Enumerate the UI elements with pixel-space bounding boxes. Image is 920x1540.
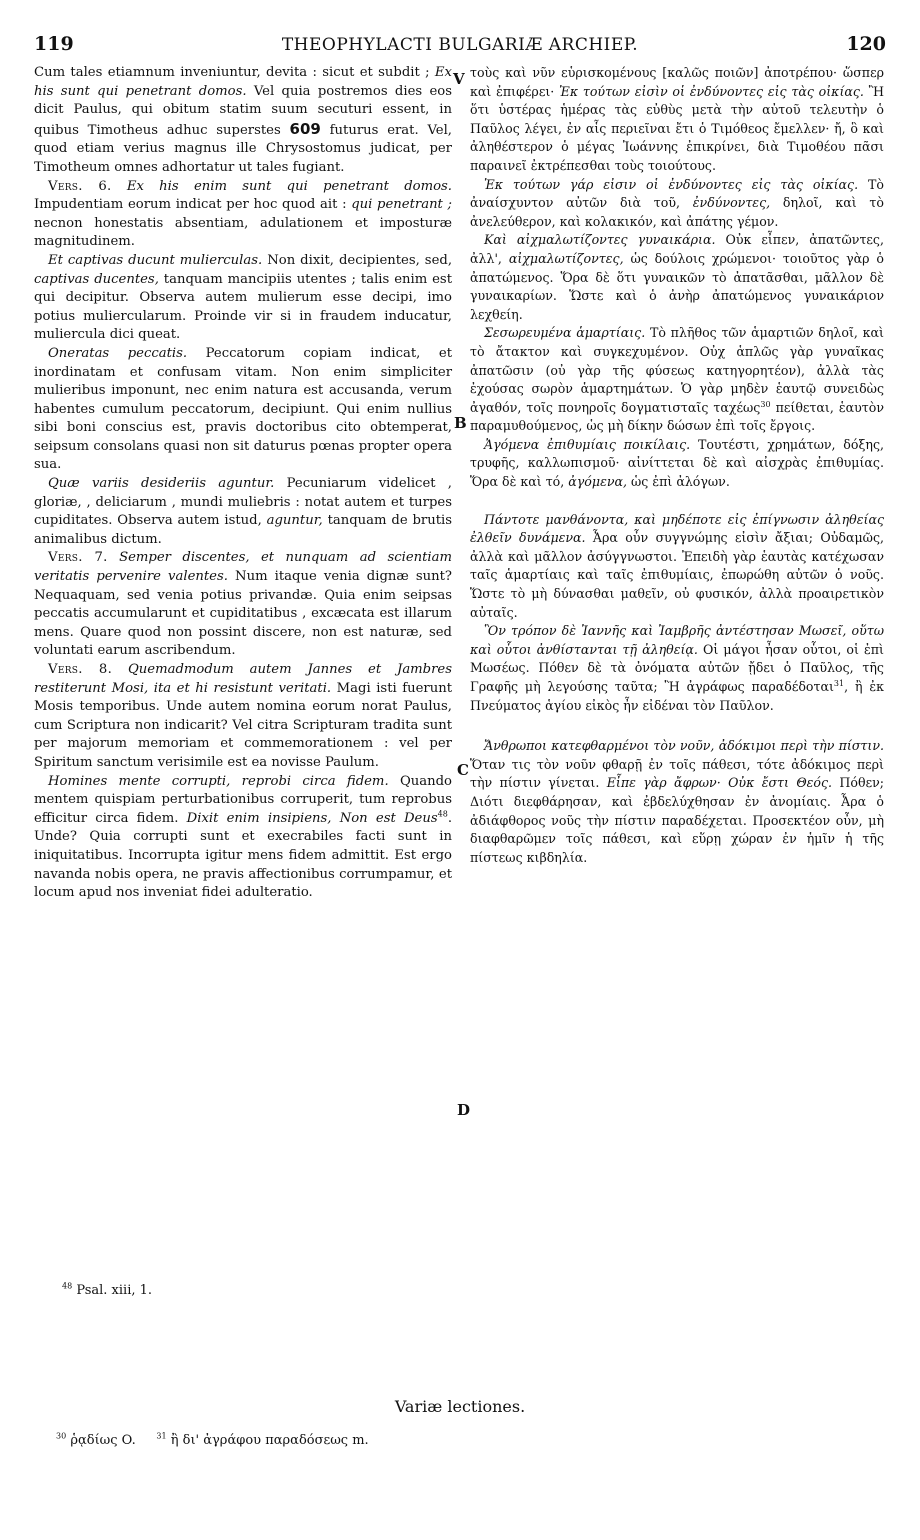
running-title: THEOPHYLACTI BULGARIÆ ARCHIEP.: [281, 35, 639, 55]
variant-ref-31: 31: [833, 678, 845, 688]
running-header: [34, 33, 886, 57]
footnote-number: 48: [62, 1281, 73, 1291]
greek-paragraph-5: Ἀγόμενα ἐπιθυμίαις ποικίλαις. Τουτέστι, χρημάτων, δόξης, τρυφῆς, καλλωπισμοῦ· αἰνίττεται δὲ καὶ αἰσχρὰς ἐπιθυμίας. Ὅρα δὲ καὶ τό, ἀγόμενα, ὡς ἐπὶ ἀλόγων.: [470, 436, 884, 490]
margin-letter-c: C: [457, 761, 469, 779]
inline-page-marker: 609: [289, 119, 321, 138]
latin-column: [34, 64, 452, 903]
spacer: [470, 492, 884, 511]
variant-text-31: ἢ δι' ἀγράφου παραδόσεως m.: [166, 1433, 369, 1448]
variae-lectiones-heading: Variæ lectiones.: [394, 1397, 526, 1416]
greek-paragraph-3: Καὶ αἰχμαλωτίζοντες γυναικάρια. Οὐκ εἶπεν, ἀπατῶντες, ἀλλ', αἰχμαλωτίζοντες, ὡς δούλοις χρώμενοι· τοιοῦτος γὰρ ὁ ἀπατώμενος. Ὅρα δὲ ὅτι γυναικῶν τὸ ἀπατᾶσθαι, μᾶλλον δὲ γυναικαρίων. Ὥστε καὶ ὁ ἀνὴρ ἀπατώμενος γυναικάριον λεχθείη.: [470, 232, 885, 322]
greek-paragraph-4: Σεσωρευμένα ἁμαρτίαις. Τὸ πλῆθος τῶν ἁμαρτιῶν δηλοῖ, καὶ τὸ ἄτακτον καὶ συγκεχυμένον. Οὐχ ἁπλῶς γὰρ γυναῖκας ἀπατῶσιν (οὐ γὰρ τῆς φύσεως κατηγορητέον), ἀλλὰ τὰς ἐχούσας σωρὸν ἁμαρτημάτων. Ὁ γὰρ μηδὲν ἑαυτῷ συνειδὼς ἀγαθόν, τοῖς πονηροῖς δογματισταῖς ταχέως$^{30}$ πείθεται, ἑαυτὸν παραμυθούμενος, ὡς μὴ δίκην δώσων ἐπὶ τοῖς ἔργοις.: [470, 325, 884, 434]
latin-paragraph-8: Homines mente corrupti, reprobi circa fidem. Quando mentem quispiam perturbationibus corruperit, tum reprobus efficitur circa fidem. Dixit enim insipiens, Non est Deus$^{48}$. Unde? Quia corrupti sunt et execrabiles facti sunt in iniquitatibus. Incorrupta igitur mens fidem admittit. Est ergo navanda nobis opera, ne pravis affectionibus corrumpamur, et locum apud nos inveniat fidei adulteratio.: [34, 773, 453, 901]
latin-paragraph-5: Quæ variis desideriis aguntur. Pecuniarum videlicet , gloriæ, , deliciarum , mundi muliebris : notat autem et turpes cupiditates. Observa autem istud, aguntur, tanquam de brutis animalibus dictum.: [34, 476, 452, 547]
latin-paragraph-1: Cum tales etiamnum inveniuntur, devita : sicut et subdit ; Ex his sunt qui penetrant domos. Vel quia postremos dies eos dicit Paulus, qui obitum statim suum secuturi essent, in quibus Timotheus adhuc superstes 609 futurus erat. Vel, quod etiam verius magnus ille Chrysostomus judicat, per Timotheum omnes adhortatur ut tales fugiant.: [34, 65, 452, 175]
latin-paragraph-7: Vers. 8. Quemadmodum autem Jannes et Jambres restiterunt Mosi, ita et hi resistunt veritati. Magi isti fuerunt Mosis temporibus. Unde autem nomina eorum norat Paulus, cum Scriptura non indicarit? Vel citra Scripturam tradita sunt per majorum memoriam et commemorationem : vel per Spiritum sanctum verisimile est ea novisse Paulum.: [34, 662, 453, 770]
margin-letter-d: D: [457, 1101, 471, 1119]
greek-column: [470, 64, 884, 867]
variant-text-30: ῥᾳδίως O.: [66, 1433, 136, 1448]
margin-letter-v: V: [453, 70, 465, 88]
greek-paragraph-7: Ὃν τρόπον δὲ Ἰαννῆς καὶ Ἰαμβρῆς ἀντέστησαν Μωσεῖ, οὕτω καὶ οὗτοι ἀνθίστανται τῇ ἀληθείᾳ. Οἱ μάγοι ἦσαν οὗτοι, οἱ ἐπὶ Μωσέως. Πόθεν δὲ τὰ ὀνόματα αὐτῶν ᾔδει ὁ Παῦλος, τῆς Γραφῆς μὴ λεγούσης ταῦτα; Ἢ ἀγράφως παραδέδοται$^{31}$, ἢ ἐκ Πνεύματος ἁγίου εἰκὸς ἦν εἰδέναι τὸν Παῦλον.: [470, 623, 884, 713]
variant-ref-30: 30: [760, 399, 771, 409]
greek-paragraph-1: τοὺς καὶ νῦν εὑρισκομένους [καλῶς ποιῶν] ἀποτρέπου· ὥσπερ καὶ ἐπιφέρει· Ἐκ τούτων εἰσὶν οἱ ἐνδύνοντες εἰς τὰς οἰκίας. Ἢ ὅτι ὑστέρας ἡμέρας τὰς εὐθὺς μετὰ τὴν αὐτοῦ τελευτὴν ὁ Παῦλος λέγει, ἐν αἷς περιεῖναι ἔτι ὁ Τιμόθεος ἔμελλεν· ἤ, ὃ καὶ ἀληθέστερον ὁ μέγας Ἰωάννης ἐπικρίνει, διὰ Τιμοθέου πᾶσι παραινεῖ ἐκτρέπεσθαι τοὺς τοιούτους.: [470, 65, 884, 173]
latin-paragraph-6: Vers. 7. Semper discentes, et nunquam ad scientiam veritatis pervenire valentes. Num itaque venia dignæ sunt? Nequaquam, sed venia potius privandæ. Quia enim seipsas peccatis accumularunt et cupiditatibus , excæcata est illarum mens. Quare quod non possint discere, non est naturæ, sed voluntati earum ascribendum.: [34, 550, 453, 659]
margin-letter-b: B: [454, 414, 467, 432]
latin-paragraph-2: Vers. 6. Ex his enim sunt qui penetrant domos. Impudentiam eorum indicat per hoc quod ait : qui penetrant ; necnon honestatis absentiam, adulationem et imposturæ magnitudinem.: [34, 178, 452, 250]
spacer: [470, 715, 884, 737]
variant-number-30: 30: [56, 1431, 67, 1441]
greek-paragraph-6: Πάντοτε μανθάνοντα, καὶ μηδέποτε εἰς ἐπίγνωσιν ἀληθείας ἐλθεῖν δυνάμενα. Ἆρα οὖν συγγνώμης εἰσὶν ἄξιαι; Οὐδαμῶς, ἀλλὰ καὶ μᾶλλον ἀσύγγνωστοι. Ἐπειδὴ γὰρ ἑαυτὰς κατέχωσαν ταῖς ἁμαρτίαις καὶ ταῖς ἐπιθυμίαις, ἐπωρώθη αὐτῶν ὁ νοῦς. Ὥστε τὸ μὴ δύνασθαι μαθεῖν, οὐ φυσικόν, ἀλλὰ προαιρετικὸν αὐταῖς.: [470, 511, 884, 620]
footnote: [62, 1283, 152, 1298]
variae-lectiones: [56, 1433, 369, 1448]
footnote-ref-48: 48: [437, 809, 448, 819]
latin-paragraph-3: Et captivas ducunt mulierculas. Non dixit, decipientes, sed, captivas ducentes, tanquam mancipiis utentes ; talis enim est qui decipitur. Observa autem mulierum esse decipi, imo potius muliercularum. Proinde vir si in fraudem inducatur, muliercula dici queat.: [34, 252, 453, 343]
footnote-text: Psal. xiii, 1.: [72, 1283, 153, 1298]
greek-paragraph-2: Ἐκ τούτων γάρ εἰσιν οἱ ἐνδύνοντες εἰς τὰς οἰκίας. Τὸ ἀναίσχυντον αὐτῶν διὰ τοῦ, ἐνδύνοντες, δηλοῖ, καὶ τὸ ἀνελεύθερον, καὶ κολακικόν, καὶ ἀπάτης γέμον.: [470, 176, 884, 229]
latin-paragraph-4: Oneratas peccatis. Peccatorum copiam indicat, et inordinatam et confusam vitam. Non enim simpliciter mulieribus imponunt, nec enim natura est accusanda, verum habentes cumulum peccatorum, decipiunt. Qui enim nullius sibi boni conscius est, pravis doctoribus cito obtemperat, seipsum consolans quasi non sit daturus pœnas propter opera sua.: [34, 345, 452, 473]
left-page-number: 119: [34, 33, 74, 55]
variant-number-31: 31: [156, 1431, 167, 1441]
greek-paragraph-8: Ἄνθρωποι κατεφθαρμένοι τὸν νοῦν, ἀδόκιμοι περὶ τὴν πίστιν. Ὅταν τις τὸν νοῦν φθαρῇ ἐν τοῖς πάθεσι, τότε ἀδόκιμος περὶ τὴν πίστιν γίνεται. Εἶπε γὰρ ἄφρων· Οὐκ ἔστι Θεός. Πόθεν; Διότι διεφθάρησαν, καὶ ἐβδελύχθησαν ἐν ἀνομίαις. Ἆρα ὁ ἀδιάφθορος νοῦς τὴν πίστιν παραδέχεται. Προσεκτέον οὖν, μὴ διαφθαρῶμεν τοῖς πάθεσι, καὶ εὕρῃ χώραν ἐν ἡμῖν ἡ τῆς πίστεως κιβδηλία.: [470, 738, 885, 865]
right-page-number: 120: [846, 33, 886, 55]
